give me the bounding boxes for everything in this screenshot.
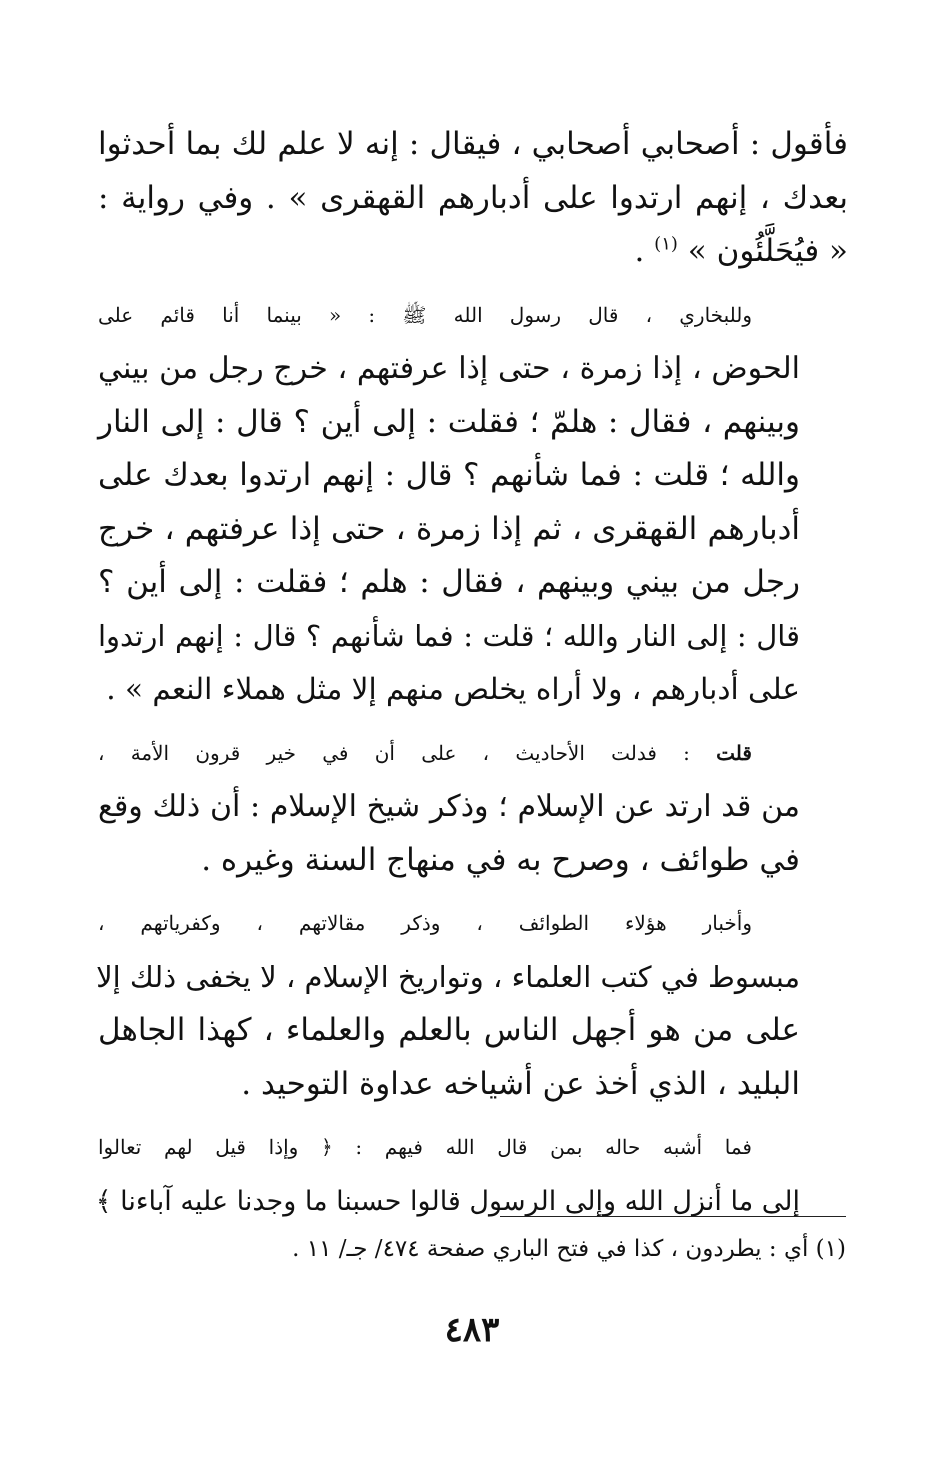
text-line: والله ؛ قلت : فما شأنهم ؟ قال : إنهم ارتدوا بعدك على [98, 457, 800, 493]
text-line: مبسوط في كتب العلماء ، وتواريخ الإسلام ، لا يخفى ذلك إلا [96, 959, 800, 994]
paragraph-4 [98, 897, 848, 1111]
text-line: فما أشبه حاله بمن قال الله فيهم : ﴿ وإذا قيل لهم تعالوا [98, 1135, 752, 1159]
text-line: وأخبار هؤلاء الطوائف ، وذكر مقالاتهم ، وكفرياتهم ، [98, 911, 752, 935]
paragraph-1 [98, 118, 848, 279]
text-line-part: : فدلت الأحاديث ، على أن في خير قرون الأمة ، [98, 740, 717, 765]
text-line: وبينهم ، فقال : هلمّ ؛ فقلت : إلى أين ؟ قال : إلى النار [98, 403, 800, 440]
text-line [98, 225, 848, 279]
text-line [98, 727, 848, 781]
main-text [95, 118, 848, 1238]
text-line: الحوض ، إذا زمرة ، حتى إذا عرفتهم ، خرج رجل من بيني [98, 351, 800, 386]
text-line: من قد ارتد عن الإسلام ؛ وذكر شيخ الإسلام : أن ذلك وقع [98, 789, 800, 824]
text-line: إلى ما أنزل الله وإلى الرسول قالوا حسبنا ما وجدنا عليه آباءنا ﴾ [95, 1185, 800, 1217]
text-line: على من هو أجهل الناس بالعلم والعلماء ، كهذا الجاهل [98, 1012, 800, 1048]
text-line-tail: . [634, 233, 655, 269]
lead-word: قلت [716, 740, 752, 765]
footnote-reference: (١) [654, 233, 678, 255]
text-line: رجل من بيني وبينهم ، فقال : هلم ؛ فقلت : إلى أين ؟ [98, 564, 800, 600]
paragraph-2 [98, 289, 848, 717]
text-line: بعدك ، إنهم ارتدوا على أدبارهم القهقرى » . وفي رواية : [98, 179, 848, 216]
text-line: وللبخاري ، قال رسول الله ﷺ : « بينما أنا قائم على [98, 302, 752, 327]
text-line: قال : إلى النار والله ؛ قلت : فما شأنهم ؟ قال : إنهم ارتدوا [98, 618, 800, 653]
paragraph-5 [95, 1121, 848, 1228]
text-line: فأقول : أصحابي أصحابي ، فيقال : إنه لا علم لك بما أحدثوا [98, 126, 848, 162]
text-line: على أدبارهم ، ولا أراه يخلص منهم إلا مثل هملاء النعم » . [106, 672, 800, 706]
text-line-part: « فيُحَلَّئُون » [687, 233, 848, 269]
text-line: في طوائف ، وصرح به في منهاج السنة وغيره . [201, 841, 800, 878]
footnote [292, 1232, 846, 1266]
text-line: أدبارهم القهقرى ، ثم إذا زمرة ، حتى إذا عرفتهم ، خرج [98, 510, 800, 547]
paragraph-3 [98, 727, 848, 888]
footnote-separator [500, 1216, 846, 1217]
footnote-text: أي : يطردون ، كذا في فتح الباري صفحة ٤٧٤/ جـ/ ١١ . [292, 1236, 809, 1262]
footnote-marker: (١) [815, 1236, 846, 1262]
text-line: البليد ، الذي أخذ عن أشياخه عداوة التوحيد . [241, 1065, 800, 1102]
page-number: ٤٨٣ [444, 1310, 500, 1350]
